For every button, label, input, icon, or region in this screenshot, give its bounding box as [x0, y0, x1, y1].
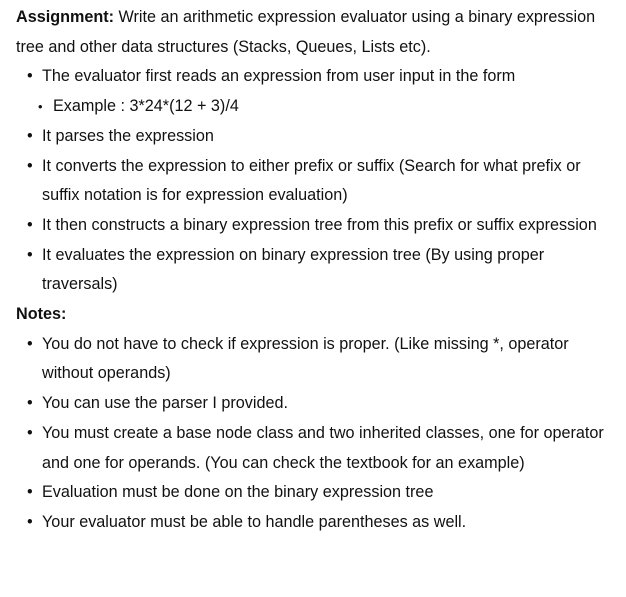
note-text: You do not have to check if expression is proper. (Like missing *, operator without operands)	[42, 334, 569, 383]
bullet-icon: •	[27, 334, 33, 353]
step-item	[16, 241, 626, 300]
step-item	[16, 62, 626, 121]
note-item	[16, 419, 626, 478]
bullet-icon: •	[27, 67, 33, 86]
bullet-icon: •	[27, 512, 33, 531]
bullet-icon: •	[27, 483, 33, 502]
step-text: The evaluator first reads an expression from user input in the form	[42, 67, 516, 86]
note-item	[16, 330, 626, 389]
note-text: Your evaluator must be able to handle parentheses as well.	[42, 512, 467, 531]
step-text: It then constructs a binary expression tree from this prefix or suffix expression	[42, 215, 597, 234]
step-item	[16, 152, 626, 211]
notes-heading: Notes:	[16, 305, 67, 324]
note-item	[16, 508, 626, 538]
note-text: You can use the parser I provided.	[42, 394, 288, 413]
step-item	[16, 211, 626, 241]
note-item	[16, 389, 626, 419]
bullet-icon: •	[27, 394, 33, 413]
step-item	[16, 122, 626, 152]
note-text: Evaluation must be done on the binary expression tree	[42, 483, 434, 502]
step-text: It evaluates the expression on binary expression tree (By using proper traversals)	[42, 245, 545, 294]
assignment-intro: Write an arithmetic expression evaluator using a binary expression tree and other data structures (Stacks, Queues, Lists etc).	[16, 8, 596, 56]
notes-list	[16, 330, 626, 538]
bullet-icon: •	[38, 99, 43, 115]
step-text: It parses the expression	[42, 126, 214, 145]
bullet-icon: •	[27, 245, 33, 264]
bullet-icon: •	[27, 126, 33, 145]
bullet-icon: •	[27, 215, 33, 234]
step-text: It converts the expression to either prefix or suffix (Search for what prefix or suffix notation is for expression evaluation)	[42, 156, 581, 205]
bullet-icon: •	[27, 156, 33, 175]
note-item	[16, 478, 626, 508]
assignment-label: Assignment:	[16, 8, 115, 26]
bullet-icon: •	[27, 423, 33, 442]
assignment-paragraph	[16, 3, 626, 62]
example-expression: Example : 3*24*(12 + 3)/4	[53, 97, 239, 116]
note-text: You must create a base node class and two inherited classes, one for operator and one for operands. (You can check the textbook for an example)	[42, 423, 604, 472]
step-sublist	[38, 92, 618, 122]
sub-step-item	[16, 92, 618, 122]
assignment-steps-list	[16, 62, 626, 300]
